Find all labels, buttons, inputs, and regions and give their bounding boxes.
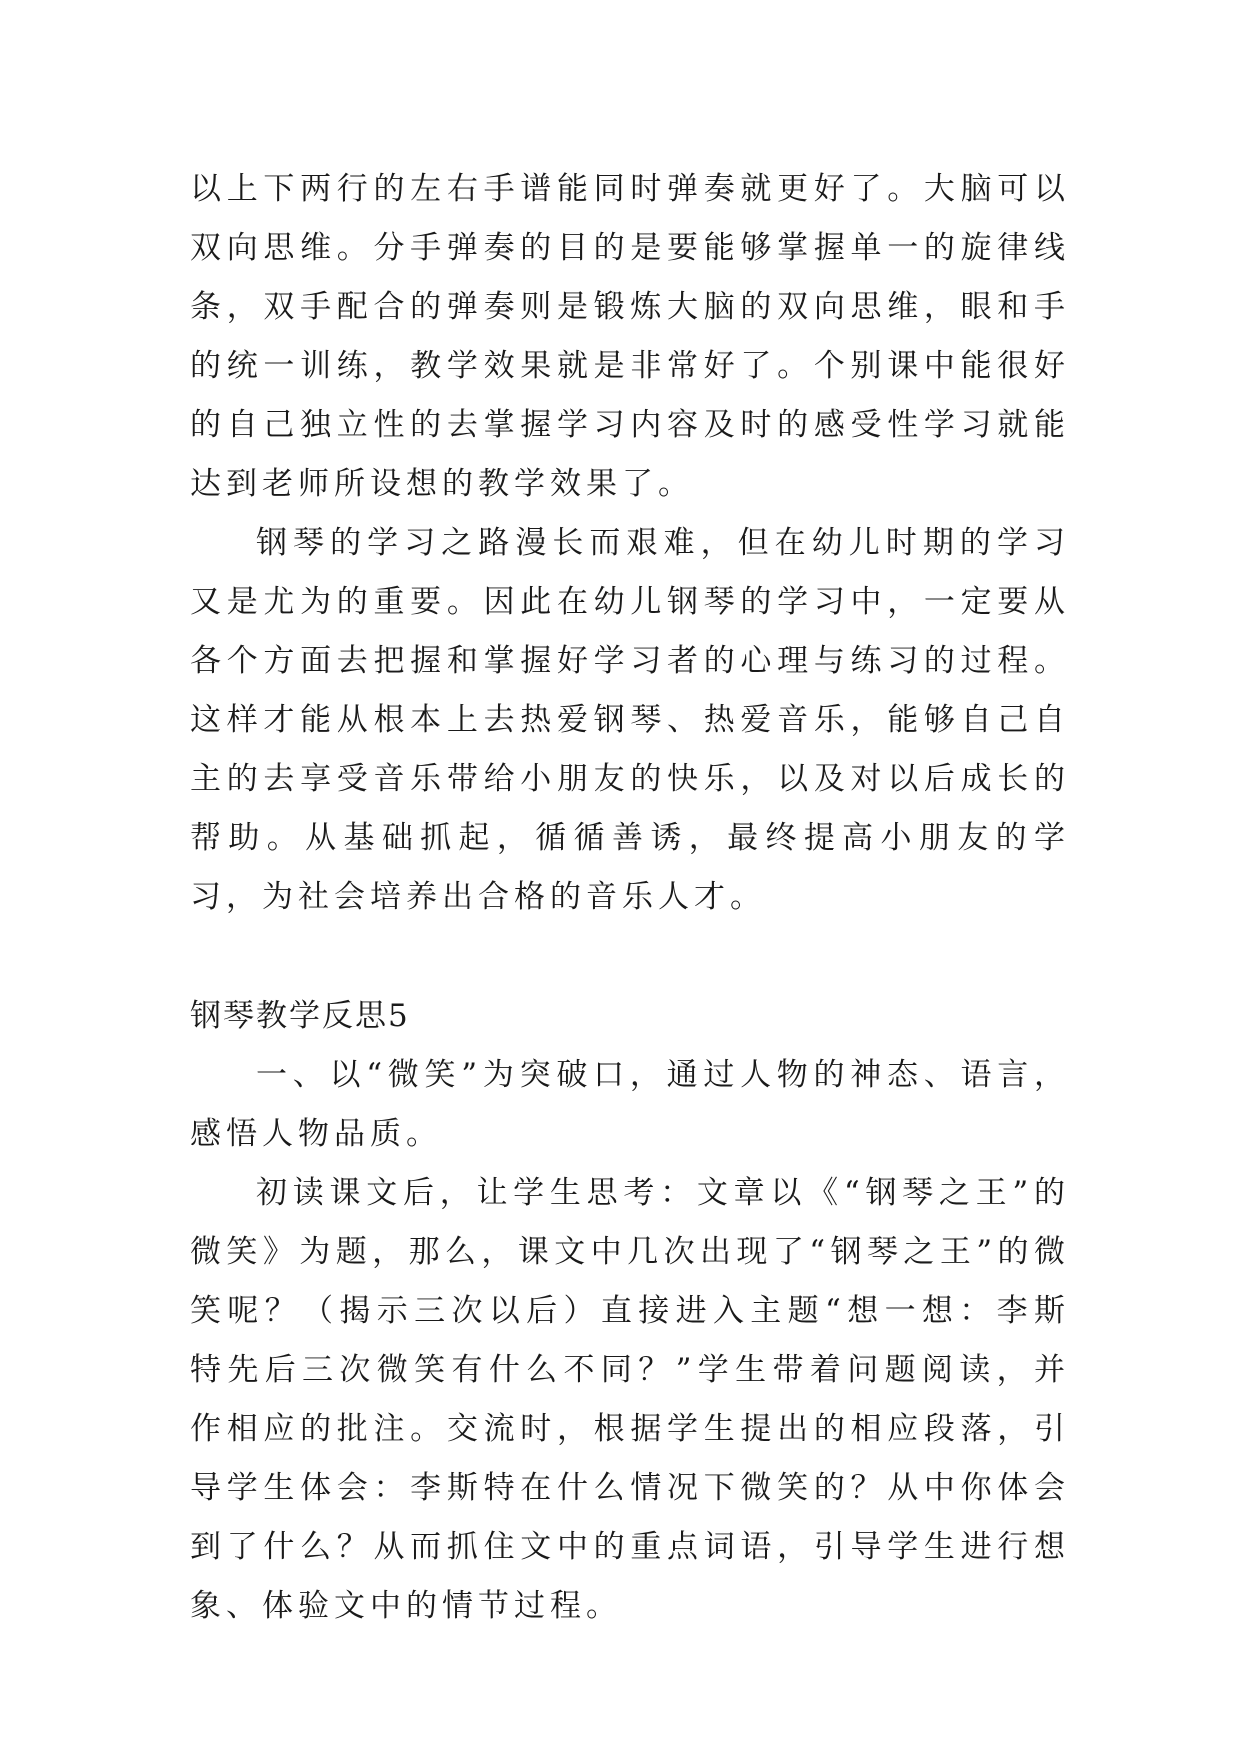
paragraph-reading-guidance: 初读课文后，让学生思考：文章以《“钢琴之王”的微笑》为题，那么，课文中几次出现了“钢琴之王”的微笑呢？（揭示三次以后）直接进入主题“想一想：李斯特先后三次微笑有什么不同？”学生带着问题阅读，并作相应的批注。交流时，根据学生提出的相应段落，引导学生体会：李斯特在什么情况下微笑的？从中你体会到了什么？从而抓住文中的重点词语，引导学生进行想象、体验文中的情节过程。 xyxy=(190,1175,1070,1624)
paragraph-early-childhood-learning: 钢琴的学习之路漫长而艰难，但在幼儿时期的学习又是尤为的重要。因此在幼儿钢琴的学习中，一定要从各个方面去把握和掌握好学习者的心理与练习的过程。这样才能从根本上去热爱钢琴、热爱音乐，能够自己自主的去享受音乐带给小朋友的快乐，以及对以后成长的帮助。从基础抓起，循循善诱，最终提高小朋友的学习，为社会培养出合格的音乐人才。 xyxy=(190,525,1070,915)
paragraph-smile-breakthrough: 一、以“微笑”为突破口，通过人物的神态、语言，感悟人物品质。 xyxy=(190,1057,1070,1152)
section-heading: 钢琴教学反思5 xyxy=(190,998,410,1034)
document-body xyxy=(190,160,1070,1636)
paragraph-left-right-hand-practice: 以上下两行的左右手谱能同时弹奏就更好了。大脑可以双向思维。分手弹奏的目的是要能够掌握单一的旋律线条，双手配合的弹奏则是锻炼大脑的双向思维，眼和手的统一训练，教学效果就是非常好了。个别课中能很好的自己独立性的去掌握学习内容及时的感受性学习就能达到老师所设想的教学效果了。 xyxy=(190,171,1070,502)
